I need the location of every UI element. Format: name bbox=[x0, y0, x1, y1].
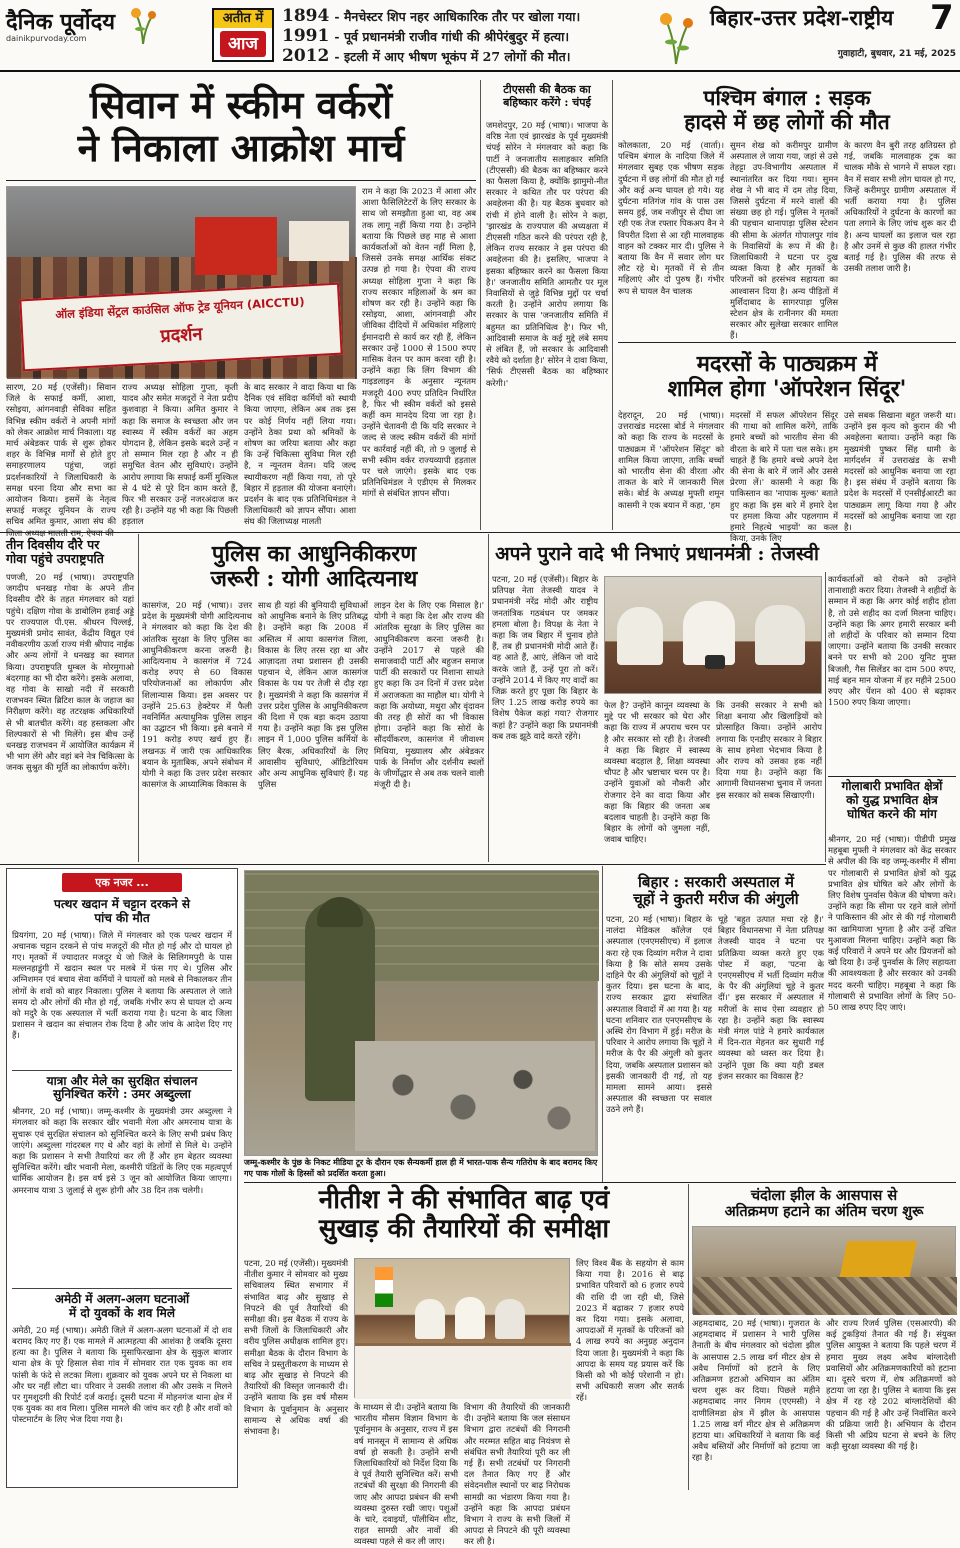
army-shells-photo bbox=[244, 870, 598, 1156]
siwan-col4: राम ने कहा कि 2023 में आशा और आशा फैसिलिटेटरों के लिए सरकार के साथ जो समझौता हुआ था, वह अब तक लागू नहीं किया गया है। उन्होंने बताया कि पिछले छह माह से आशा कार्यकर्ताओं को वेतन नहीं मिला है, जिससे उनके समक्ष आर्थिक संकट उत्पन्न हो गया है। ऐपवा की राज्य अध्यक्ष सोहिला गुप्ता ने कहा कि राज्य सरकार महिलाओं के श्रम का शोषण कर रही है। उन्होंने कहा कि रसोइया, आशा, आंगनवाड़ी और जीविका दीदियों में अधिकांश महिलाएं ईमानदारी से कार्य कर रही हैं, लेकिन सरकार उन्हें 1000 से 1500 रुपए मासिक वेतन पर काम करवा रही है। उन्होंने कहा कि लिंग विभाग की गाइडलाइन के अनुसार न्यूनतम मजदूरी 400 रुपए प्रतिदिन निर्धारित है, फिर भी स्कीम वर्करों को इससे कहीं कम मानदेय दिया जा रहा है। उन्होंने चेतावनी दी कि यदि सरकार ने जल्द से जल्द स्कीम वर्करों की मांगों पर कार्रवाई नहीं की, तो 9 जुलाई से सभी स्कीम वर्कर राज्यव्यापी हड़ताल पर चले जाएंगे। इसके बाद एक प्रतिनिधिमंडल ने एडीएम से मिलकर मांगों से संबंधित ज्ञापन सौंपा। bbox=[362, 186, 476, 499]
shell-fragments bbox=[355, 1041, 595, 1151]
flower-icon bbox=[128, 4, 158, 44]
person-figure bbox=[755, 605, 805, 665]
flower-icon bbox=[656, 8, 696, 64]
person-figure bbox=[617, 607, 663, 665]
conference-table bbox=[355, 1343, 571, 1399]
person-figure bbox=[495, 1299, 525, 1339]
hospital-headline bbox=[606, 874, 826, 908]
column-rule bbox=[688, 1184, 689, 1490]
yogi-col1: कासगंज, 20 मई (भाषा)। उत्तर प्रदेश के मुख्यमंत्री योगी आदित्यनाथ ने मंगलवार को कहा कि देश की आंतरिक सुरक्षा के लिए पुलिस का आधुनिकीकरण करना जरूरी है। आदित्यनाथ ने कासगंज में 724 करोड़ रुपए से 60 विकास परियोजनाओं का लोकार्पण और शिलान्यास किया। इस अवसर पर उन्होंने 25.63 हेक्टेयर में फैली नवनिर्मित अत्याधुनिक पुलिस लाइन का उद्घाटन भी किया। इसे बनाने में 191 करोड़ रुपए खर्च हुए हैं। लखनऊ में जारी एक आधिकारिक बयान के मुताबिक, अपने संबोधन में योगी ने कहा कि उत्तर प्रदेश सरकार कासगंज के आध्यात्मिक विकास के bbox=[142, 600, 252, 790]
siwan-col2: राज्य अध्यक्ष सोहिला गुप्ता, कृती यादव और समेत मजदूरों ने नेता प्रदीप कुशवाहा ने किया। अमित कुमार ने कहा कि समाज के स्वच्छता और जन स्वास्थ्य में स्कीम वर्करों का अहम योगदान है, लेकिन इसके बदले उन्हें न तो सम्मान मिल रहा है और न ही समुचित वेतन और सुविधाएं। उन्होंने आरोप लगाया कि सफाई कर्मी मुश्किल से 4 घंटे से पूरे दिन काम करते हैं, फिर भी सरकार उन्हें नजरअंदाज कर रही है। उन्होंने यह भी कहा कि पिछली हड़ताल bbox=[122, 382, 238, 527]
bengal-col3: के कारण वैन बुरी तरह क्षतिग्रस्त हो गई, जबकि मालवाहक ट्रक का चालक मौके से भागने में सफल रहा। वैन में सवार सभी लोग घायल हो गए, जिन्हें करीमपुर ग्रामीण अस्पताल में भर्ती कराया गया है। पुलिस अधिकारियों ने दुर्घटना के कारणों का पता लगाने के लिए जांच शुरू कर दी है। अन्य घायलों का इलाज चल रहा है और उनमें से कुछ की हालत गंभीर बताई गई है। पुलिस की तरफ से उसकी तलाश जारी है। bbox=[844, 140, 956, 274]
siwan-col3: के बाद सरकार ने वादा किया था कि दैनिक एवं संविदा कर्मियों को स्थायी किया जाएगा, लेकिन अब तक इस पर कोई निर्णय नहीं लिया गया। उन्होंने ठेका प्रथा को श्रमिकों के शोषण का जरिया बताया और कहा कि उन्हें चिकित्सा सुविधा मिल रही है, न न्यूनतम वेतन। यदि जल्द स्थायीकरण नहीं किया गया, तो पूरे बिहार में हड़ताल की योजना बनाएंगे। प्रदर्शन के बाद एक प्रतिनिधिमंडल ने जिलाधिकारी को ज्ञापन सौंपा। आशा संघ की जिलाध्यक्ष मालती bbox=[244, 382, 356, 527]
madrasa-headline bbox=[618, 352, 956, 401]
atit-label-top: अतीत में bbox=[214, 10, 272, 28]
rubble-shape bbox=[693, 1277, 957, 1315]
person-figure bbox=[455, 1297, 485, 1339]
headline-line: पत्थर खदान में चट्टान दरकने से bbox=[54, 897, 190, 911]
tejashwi-press-photo bbox=[604, 576, 822, 694]
headline-line: अतिक्रमण हटाने का अंतिम चरण शुरू bbox=[724, 1203, 924, 1221]
yogi-col3: लाइन देश के लिए एक मिसाल है।' योगी ने कहा कि देश और राज्य की आंतरिक सुरक्षा के लिए पुलिस का आधुनिकीकरण करना जरूरी है। उन्होंने 2017 से पहले की समाजवादी पार्टी और बहुजन समाज पार्टी की सरकारों पर निशाना साधते हुए कहा कि उन दिनों में उत्तर प्रदेश में अराजकता का माहौल था। योगी ने कहा कि अयोध्या, मथुरा और वृंदावन की तरह ही सोरों का भी विकास होगा। उन्होंने कहा कि सोरों के सौंदर्यीकरण, कासगंज में जीवाश्म मिथिया, मुख्यालय और अंबेडकर पार्क के निर्माण और दर्शनीय स्थलों के जीर्णोद्धार से अब तक चलने वाली मंजूरी दी है। bbox=[374, 600, 484, 790]
history-year: 1894 bbox=[282, 6, 330, 26]
history-row bbox=[282, 46, 662, 66]
bengal-col2: सुमन शेख को करीमपुर ग्रामीण अस्पताल ले जाया गया, जहां से उसे तेहट्टा उप-विभागीय अस्पताल में स्थानांतरित कर दिया गया। सुमन शेख ने भी बाद में दम तोड़ दिया, जिससे दुर्घटना में मरने वालों की संख्या छह हो गई। पुलिस ने मृतकों की पहचान थानापाड़ा पुलिस स्टेशन की सीमा के अंतर्गत गोपालपुर गांव के निवासियों के रूप में की है। जिलाधिकारी ने घटना पर दुख व्यक्त किया है और मृतकों के परिजनों को हरसंभव सहायता का आश्वासन दिया है। अन्य पीड़ितों में मुर्शिदाबाद के सागरपाड़ा पुलिस स्टेशन क्षेत्र के रानीनगर की ममता सरकार और सुलेखा सरकार शामिल हैं। bbox=[730, 140, 838, 341]
divider bbox=[828, 776, 956, 777]
history-text: - इटली में आए भीषण भूकंप में 27 लोगों की मौत। bbox=[334, 49, 571, 64]
atit-badge bbox=[212, 8, 274, 62]
hospital-col2: चूहे 'बहुत उत्पात मचा रहे हैं।' बिहार विधानसभा में नेता प्रतिपक्ष तेजस्वी यादव ने घटना पर प्रतिक्रिया व्यक्त करते हुए एक पोस्ट में कहा, 'पटना के एनएमसीएच में भर्ती दिव्यांग मरीज के पैर की अंगुलियां चूहे ने कुतर दीं।' इस सरकार में अस्पताल में मरीजों के साथ ऐसा व्यवहार हो रहा है। उन्होंने कहा कि स्वास्थ्य मंत्री मंगल पांडे ने हमारे कार्यकाल में दिन-रात मेहनत कर सुधारी गई व्यवस्था को ध्वस्त कर दिया है। उन्होंने पूछा कि क्या यही डबल इंजन सरकार का विकास है? bbox=[718, 914, 824, 1081]
yogi-col2: साथ ही यहां की बुनियादी सुविधाओं को आधुनिक बनाने के लिए प्रतिबद्ध है। उन्होंने कहा कि 2008 में अस्तित्व में आया कासगंज जिला, विकास के लिए तरस रहा था और आज़ादता तथा प्रशासन ही उसकी पहचान थे, लेकिन आज कासगंज विकास के पथ पर तेजी से दौड़ रहा है। मुख्यमंत्री ने कहा कि कासगंज में उत्तर प्रदेश पुलिस के आधुनिकीकरण की दिशा में एक बड़ा कदम उठाया गया है। उन्होंने कहा कि इस पुलिस लाइन में 1,000 पुलिस कर्मियों के लिए बैरक, अधिकारियों के लिए आवासीय सुविधाएं, ऑडिटोरियम और अन्य आधुनिक सुविधाएं हैं। यह पुलिस bbox=[258, 600, 368, 790]
nitish-col1: पटना, 20 मई (एजेंसी)। मुख्यमंत्री नीतीश कुमार ने सोमवार को मुख्य सचिवालय स्थित सभागार में संभावित बाढ़ और सुखाड़ से निपटने की पूर्व तैयारियों की समीक्षा की। इस बैठक में राज्य के सभी जिलों के जिलाधिकारी और वरीय पुलिस अधीक्षक शामिल हुए। समीक्षा बैठक के दौरान विभाग के सचिव ने प्रस्तुतीकरण के माध्यम से बाढ़ और सुखाड़ से निपटने की तैयारियों की विस्तृत जानकारी दी। उन्होंने बताया कि इस वर्ष मौसम विभाग के पूर्वानुमान के अनुसार सामान्य से अधिक वर्षा की संभावना है। bbox=[244, 1258, 348, 1437]
section-title: बिहार-उत्तर प्रदेश-राष्ट्रीय bbox=[710, 5, 894, 30]
tsc-headline: टीएससी की बैठक का बहिष्कार करेंगे : चंपई bbox=[503, 83, 591, 109]
hospital-col1: पटना, 20 मई (भाषा)। बिहार के नालंदा मेडिकल कॉलेज एवं अस्पताल (एनएमसीएच) में इलाज करा रहे एक दिव्यांग मरीज ने दावा किया है कि सोते समय उसके दाहिने पैर की अंगुलियों को चूहों ने कुतर दिया। इस घटना के बाद, राज्य सरकार द्वारा संचालित अस्पताल विवादों में आ गया है। यह घटना शनिवार रात एनएमसीएच के अस्थि रोग विभाग में हुई। मरीज के परिवार ने आरोप लगाया कि चूहों ने मरीज के पैर की अंगुली को कुतर दिया, जबकि अस्पताल प्रशासन को इसकी जानकारी दी गई, तो यह मामला सामने आया। इससे अस्पताल की स्वच्छता पर सवाल उठने लगे हैं। bbox=[606, 914, 712, 1115]
sandbag-wall bbox=[245, 871, 599, 981]
ek-nazar-box bbox=[6, 868, 238, 1488]
headline-line: बिहार : सरकारी अस्पताल में bbox=[638, 873, 794, 891]
nitish-col2: के माध्यम से दी। उन्होंने बताया कि भारतीय मौसम विज्ञान विभाग के पूर्वानुमान के अनुसार, राज्य में इस वर्ष मानसून में सामान्य से अधिक वर्षा हो सकती है। उन्होंने सभी जिलाधिकारियों को निर्देश दिया कि वे पूर्व तैयारी सुनिश्चित करें। सभी तटबंधों की सुरक्षा की निगरानी की जाए और आपदा प्रबंधन की सभी व्यवस्था दुरुस्त रखी जाए। पशुओं के चारे, दवाइयों, पॉलीथिन शीट, राहत सामग्री और नावों की व्यवस्था पहले से कर ली जाए। bbox=[354, 1402, 458, 1547]
divider bbox=[12, 1070, 232, 1071]
column-rule bbox=[488, 534, 489, 862]
headline-line: मदरसों के पाठ्यक्रम में bbox=[696, 351, 878, 377]
headline-line: सिवान में स्कीम वर्करों bbox=[89, 82, 393, 127]
ek-nazar-label: एक नजर ... bbox=[62, 873, 182, 892]
headline-line: चंदोला झील के आसपास से bbox=[750, 1187, 898, 1204]
amethi-text: अमेठी, 20 मई (भाषा)। अमेठी जिले में अलग-अलग घटनाओं में दो शव बरामद किए गए हैं। एक मामले में आत्महत्या की आशंका है जबकि दूसरा हत्या का है। पुलिस ने बताया कि मुसाफिरखाना क्षेत्र के सुकुल बाजार थाना क्षेत्र के पूरे हिसाल सेवा गांव में सोमवार रात एक युवक का शव फांसी के फंदे से लटका मिला। शुक्रवार को युवक अपने घर से निकला था और घर नहीं लौटा था। परिवार ने उसकी तलाश की और उसके न मिलने पर गुमशुदगी की रिपोर्ट दर्ज कराई। दूसरी घटना में मोहनगंज थाना क्षेत्र में एक युवक का शव मिला। पुलिस मामले की जांच कर रही है और शवों को पोस्टमार्टम के लिए भेज दिया गया है। bbox=[12, 1324, 232, 1425]
siwan-protest-photo bbox=[6, 186, 356, 378]
microphone-icon bbox=[705, 655, 725, 669]
column-rule bbox=[825, 572, 826, 862]
excavator-shape bbox=[839, 1241, 918, 1281]
headline-line: में दो युवकों के शव मिले bbox=[69, 1305, 175, 1320]
page-number: 7 bbox=[930, 0, 954, 38]
headline-line: सुनिश्चित करेंगे : उमर अब्दुल्ला bbox=[53, 1087, 191, 1102]
headline-line: शामिल होगा 'ऑपरेशन सिंदूर' bbox=[667, 375, 907, 402]
yatra-headline bbox=[7, 1075, 237, 1103]
goa-text: पणजी, 20 मई (भाषा)। उपराष्ट्रपति जगदीप धनखड़ गोवा के अपने तीन दिवसीय दौरे के तहत मंगलवार को यहां पहुंचे। दक्षिण गोवा के डाबोलिम हवाई अड्डे पर राज्यपाल पी.एस. श्रीधरन पिल्लई, मुख्यमंत्री प्रमोद सावंत, केंद्रीय विद्युत एवं नवीकरणीय ऊर्जा राज्य मंत्री श्रीपाद नाईक और अन्य लोगों ने धनखड़ का स्वागत किया। उपराष्ट्रपति धुम्बल के मोरमुगाओ बंदरगाह का भी दौरा करेंगे। इसके अलावा, वह गोवा के साखो नदी में सरकारी राजभवन स्थित ब्रिटिश काल के जहाज का निरीक्षण करेंगे। वह तटरक्षक अधिकारियों से भी बातचीत करेंगे। वह हस्तकला और शिल्पकारों से भी मिलेंगे। इस बीच उन्हें धनखड़ राजभवन में आयोजित कार्यक्रम में भी भाग लेंगे और वहां बने नेत्र चिकित्सा के जनक सुश्रुत की मूर्ति का लोकार्पण करेंगे। bbox=[6, 572, 134, 773]
tejashwi-headline: अपने पुराने वादे भी निभाएं प्रधानमंत्री : तेजस्वी bbox=[495, 543, 819, 565]
divider bbox=[12, 1288, 232, 1289]
tsc-text: जमशेदपुर, 20 मई (भाषा)। भाजपा के वरिष्ठ नेता एवं झारखंड के पूर्व मुख्यमंत्री चंपई सोरेन ने मंगलवार को कहा कि पार्टी ने जनजातीय सलाहकार समिति (टीएससी) की बैठक का बहिष्कार करने का फैसला किया है, क्योंकि झामुमो-नीत सरकार ने कथित तौर पर परंपरा की अवहेलना की है। यह बैठक बुधवार को रांची में होने वाली है। सोरेन ने कहा, 'झारखंड के राज्यपाल की अध्यक्षता में टीएससी गठित करने की परंपरा रही है, लेकिन राज्य सरकार ने इस परंपरा की अवहेलना की है। इसलिए, भाजपा ने इसका बहिष्कार करने का फैसला किया है।' जनजातीय समिति आमतौर पर मूल निवासियों से जुड़े विभिन्न मुद्दों पर चर्चा करती है। उन्होंने आरोप लगाया कि सरकार के पास 'जनजातीय समिति में बहुमत का प्रतिनिधित्व है'। फिर भी, आदिवासी समाज के कई मुद्दे लंबे समय से लंबित हैं, जो सरकार के आदिवासी रवैये को दर्शाता है।' सोरेन ने दावा किया, 'सिर्फ टीएससी बैठक का बहिष्कार करेगी।' bbox=[486, 120, 608, 388]
headline-line: सुखाड़ की तैयारियों की समीक्षा bbox=[318, 1214, 610, 1245]
amethi-headline bbox=[7, 1293, 237, 1321]
column-rule bbox=[602, 866, 603, 1182]
website-url[interactable]: dainikpurvoday.com bbox=[6, 34, 87, 43]
headline-line: गोवा पहुंचे उपराष्ट्रपति bbox=[6, 551, 104, 567]
headline-line: हादसे में छह लोगों की मौत bbox=[684, 108, 890, 134]
placard bbox=[195, 217, 277, 275]
tejashwi-col1: पटना, 20 मई (एजेंसी)। बिहार के प्रतिपक्ष नेता तेजस्वी यादव ने प्रधानमंत्री नरेंद्र मोदी और राष्ट्रीय जनतांत्रिक गठबंधन पर जमकर हमला बोला है। विपक्ष के नेता ने कहा कि जब बिहार में चुनाव होते हैं, तब ही प्रधानमंत्री मोदी आते हैं। वह आते हैं, आएं, लेकिन जो वादे करके जाते हैं, उन्हें पूरा तो करें। उन्होंने 2014 में किए गए वादों का जिक्र करते हुए पूछा कि बिहार के लिए 1.25 लाख करोड़ रुपये का विशेष पैकेज कहां गया? रोजगार कहां है? उन्होंने कहा कि प्रधानमंत्री कब तक झूठे वादे करते रहेंगे। bbox=[492, 574, 598, 741]
golabari-headline bbox=[828, 780, 956, 821]
siwan-col1: सारण, 20 मई (एजेंसी)। सिवान जिले के सफाई कर्मी, आशा, रसोइया, आंगनवाड़ी सेविका सहित विभिन्न स्कीम वर्करों ने अपनी मांगों को लेकर आक्रोश मार्च निकाला। यह मार्च अंबेडकर पार्क से शुरू होकर शहर के विभिन्न मार्गों से होते हुए समाहरणालय पहुंचा, जहां प्रदर्शनकारियों ने जिलाधिकारी के समक्ष धरना दिया और सभा का आयोजन किया। इसमें के नेतृत्व सफाई मजदूर यूनियन के राज्य सचिव अमित कुमार, आशा संघ की bbox=[6, 382, 116, 527]
history-year: 1991 bbox=[282, 26, 330, 46]
banner-sub: प्रदर्शन bbox=[159, 323, 203, 348]
siwan-headline bbox=[6, 84, 476, 169]
headline-line: तीन दिवसीय दौरे पर bbox=[6, 537, 100, 552]
chandola-col2: और राज्य रिजर्व पुलिस (एसआरपी) की कई टुकड़ियां तैनात की गई हैं। संयुक्त पुलिस आयुक्त ने बताया कि पहले चरण में हमारा मुख्य लक्ष्य अवैध बांग्लादेशी प्रवासियों और अतिक्रमणकारियों को हटाना था। दूसरे चरण में, शेष अतिक्रमणों को हटाया जा रहा है। पुलिस ने बताया कि इस क्षेत्र में रह रहे 202 बांग्लादेशियों की पहचान की गई है और उन्हें निर्वासित करने की प्रक्रिया जारी है। अभियान के दौरान किसी भी अप्रिय घटना से बचने के लिए कड़ी सुरक्षा व्यवस्था की गई है। bbox=[826, 1318, 956, 1452]
pathar-headline bbox=[7, 898, 237, 926]
bengal-headline bbox=[618, 86, 956, 133]
headline-line: जरूरी : योगी आदित्यनाथ bbox=[210, 565, 418, 592]
headline-line: पांच की मौत bbox=[94, 910, 150, 925]
pathar-text: प्रियगंगा, 20 मई (भाषा)। जिले में मंगलवार को एक पत्थर खदान में अचानक चट्टान दरकने से पांच मजदूरों की मौत हो गई और दो घायल हो गए। मृतकों में ज्यादातर मजदूर थे जो जिले के सिलिगमपुरी के पास मल्लनहाडुंगी में खदान स्थल पर मलबे में फंस गए थे। पुलिस और अग्निशमन एवं बचाव सेवा कर्मियों ने घायलों को मलबे से निकालकर तीन लोगों के शवों को बाहर निकाला। पुलिस ने बताया कि अस्पताल ले जाते समय दो और लोगों की मौत हो गई, जबकि गंभीर रूप से घायल दो अन्य को मदुरै के एक अस्पताल में भर्ती कराया गया है। घटना के बाद जिला प्रशासन ने खदान का संचालन रोक दिया है और जांच के आदेश दिए गए हैं। bbox=[12, 929, 232, 1041]
placard bbox=[289, 221, 349, 261]
photo-caption: जम्मू-कश्मीर के पुंछ के निकट मीडिया टूर के दौरान एक सैन्यकर्मी हाल ही में भारत-पाक सैन्य गतिरोध के बाद बरामद किए गए पाक गोलों के हिस्सों को प्रदर्शित करता हुआ। bbox=[244, 1158, 598, 1178]
demolition-photo bbox=[692, 1226, 956, 1314]
history-text: - पूर्व प्रधानमंत्री राजीव गांधी की श्रीपेरंबुदुर में हत्या। bbox=[334, 29, 570, 44]
headline-line: गोलाबारी प्रभावित क्षेत्रों bbox=[841, 779, 943, 793]
goa-headline bbox=[6, 538, 134, 567]
nitish-meeting-photo bbox=[354, 1258, 570, 1398]
headline-line: को युद्ध प्रभावित क्षेत्र bbox=[846, 792, 938, 807]
headline-line: चूहों ने कुतरी मरीज की अंगुली bbox=[633, 889, 799, 908]
dateline: गुवाहाटी, बुधवार, 21 मई, 2025 bbox=[837, 49, 956, 59]
history-list bbox=[282, 6, 662, 66]
flag-shape bbox=[375, 1267, 393, 1307]
madrasa-col2: मदरसों में सफल ऑपरेशन सिंदूर की गाथा को शामिल करेंगे, ताकि हमारे बच्चों को भारतीय सेना की वीरता के बारे में पता चल सके। हम चाहते हैं कि हमारे बच्चे अपने देश की सेना के बारे में जानें और उससे प्रेरणा लें।' कासमी ने कहा कि पाकिस्तान का 'नापाक मुल्क' बताते हुए कहा कि इस बारे में हमारे देश पर हमला किया और पहलगाम में हमारे निहत्थे भाइयों' का कत्ल किया, उनके लिए bbox=[730, 410, 838, 544]
section-rule bbox=[0, 532, 960, 533]
madrasa-col3: उसे सबक सिखाना बहुत जरूरी था। उन्होंने इस कृत्य को कुरान की भी अवहेलना बताया। उन्होंने कहा कि मुख्यमंत्री पुष्कर सिंह धामी के मार्गदर्शन में उत्तराखंड के सभी मदरसों को आधुनिक बनाया जा रहा है। इस संबंध में उन्होंने बताया कि प्रदेश के मदरसों में एनसीईआरटी का पाठ्यक्रम लागू किया गया है और मदरसों को आधुनिक बनाया जा रहा है। bbox=[844, 410, 956, 533]
paper-name: दैनिक पूर्वोदय bbox=[6, 9, 116, 35]
column-rule bbox=[480, 80, 481, 530]
chandola-col1: अहमदाबाद, 20 मई (भाषा)। गुजरात के अहमदाबाद में प्रशासन ने भारी पुलिस तैनाती के बीच मंगलवार को चंदोला झील के आसपास 2.5 लाख वर्ग मीटर क्षेत्र से अवैध निर्माणों को हटाने के लिए अतिक्रमण हटाओ अभियान का अंतिम चरण शुरू कर दिया। पिछले महीने अहमदाबाद नगर निगम (एएमसी) ने दाणीलिमडा क्षेत्र में झील के आसपास 1.25 लाख वर्ग मीटर क्षेत्र से अतिक्रमण हटाया था। अधिकारियों ने बताया कि कई अवैध बस्तियों और निर्माणों को हटाया जा रहा है। bbox=[692, 1318, 820, 1463]
banner-text: ऑल इंडिया सेंट्रल काउंसिल ऑफ ट्रेड यूनियन (AICCTU) bbox=[55, 294, 305, 322]
column-rule bbox=[138, 534, 139, 862]
golabari-text: श्रीनगर, 20 मई (भाषा)। पीडीपी प्रमुख महबूबा मुफ्ती ने मंगलवार को केंद्र सरकार से अपील की कि वह जम्मू-कश्मीर में सीमा पर गोलाबारी से प्रभावित क्षेत्रों को युद्ध प्रभावित क्षेत्र घोषित करे और लोगों के लिए विशेष पुनर्वास पैकेज की घोषणा करे। उन्होंने कहा कि सीमा पर रहने वाले लोगों ने पाकिस्तान की ओर से की गई गोलाबारी का खामियाजा भुगता है और उन्हें उचित मुआवजा मिलना चाहिए। उन्होंने कहा कि कई परिवारों ने अपने घर और प्रियजनों को खो दिया है। उन्हें पुनर्वास के लिए सहायता की आवश्यकता है और सरकार को उनकी मदद करनी चाहिए। महबूबा ने कहा कि गोलाबारी से प्रभावित लोगों के लिए 50-50 लाख रुपए दिए जाएं। bbox=[828, 834, 956, 1013]
tejashwi-col2: फेल है? उन्होंने कानून व्यवस्था के मुद्दे पर भी सरकार को घेरा और कहा कि राज्य में अपराध चरम पर है और सरकार सो रही है। तेजस्वी ने कहा कि बिहार में स्वास्थ्य व्यवस्था बदहाल है, शिक्षा व्यवस्था चौपट है और भ्रष्टाचार चरम पर है। उन्होंने युवाओं को नौकरी और रोजगार देने का वादा किया और कहा कि बिहार की जनता अब बदलाव चाहती है। उन्होंने कहा कि बिहार के लोगों को जुमला नहीं, जवाब चाहिए। bbox=[604, 700, 710, 845]
nitish-headline bbox=[244, 1186, 684, 1244]
headline-line: पुलिस का आधुनिकीकरण bbox=[211, 541, 417, 567]
bengal-col1: कोलकाता, 20 मई (वार्ता)। पश्चिम बंगाल के नादिया जिले में मंगलवार सुबह एक भीषण सड़क दुर्घटना में छह लोगों की मौत हो गई और कई अन्य घायल हो गये। यह दुर्घटना मतिगंज गांव के पास उस समय हुई, जब नजीपुर से दीघा जा रही एक तेज रफ्तार पिकअप वैन ने विपरीत दिशा से आ रही मालवाहक वाहन को टक्कर मार दी। पुलिस ने बताया कि वैन में सवार लोग घर लौट रहे थे। मृतकों में से तीन महिलाएं और दो पुरुष हैं। गंभीर रूप से घायल वैन चालक bbox=[618, 140, 724, 296]
history-text: - मैनचेस्टर शिप नहर आधिकारिक तौर पर खोला गया। bbox=[334, 9, 581, 24]
yatra-text: श्रीनगर, 20 मई (भाषा)। जम्मू-कश्मीर के मुख्यमंत्री उमर अब्दुल्ला ने मंगलवार को कहा कि सरकार खीर भवानी मेला और अमरनाथ यात्रा के सुचारू एवं सुरक्षित संचालन को सुनिश्चित करने के लिए सभी प्रबंध किए जाएंगे। अब्दुल्ला गांदरबल गए थे और वहां के लोगों से मिले थे। उन्होंने कहा कि प्रशासन ने सभी तैयारियां कर ली हैं और हम बेहतर व्यवस्था सुनिश्चित करेंगे। खीर भवानी मेला, कश्मीरी पंडितों के लिए एक महत्वपूर्ण धार्मिक आयोजन है। इस वर्ष इसे 3 जून को आयोजित किया जाएगा। अमरनाथ यात्रा 3 जुलाई से शुरू होगी और 38 दिन तक चलेगी। bbox=[12, 1106, 232, 1195]
history-row bbox=[282, 6, 662, 26]
history-year: 2012 bbox=[282, 46, 330, 66]
atit-label-bottom: आज bbox=[220, 31, 266, 57]
headline-line: ने निकाला आक्रोश मार्च bbox=[77, 124, 405, 170]
tejashwi-col1-cont bbox=[492, 738, 598, 860]
madrasa-col1: देहरादून, 20 मई (भाषा)। उत्तराखंड मदरसा बोर्ड ने मंगलवार को कहा कि राज्य के मदरसों के पाठ्यक्रम में 'ऑपरेशन सिंदूर' को शामिल किया जाएगा, ताकि बच्चों को भारतीय सेना की वीरता और ताकत के बारे में जानकारी मिल सके। बोर्ड के अध्यक्ष मुफ्ती शमून कासमी ने एक बयान में कहा, 'हम bbox=[618, 410, 724, 510]
headline-line: यात्रा और मेले का सुरक्षित संचालन bbox=[46, 1073, 198, 1088]
column-rule bbox=[612, 80, 613, 530]
tejashwi-col4: कार्यकर्ताओं को रोकने को उन्होंने तानाशाही करार दिया। तेजस्वी ने शहीदों के सम्मान में कहा कि अगर कोई शहीद होता है, तो उसे शहीद का दर्जा मिलना चाहिए। उन्होंने कहा कि अगर हमारी सरकार बनी तो शहीदों के परिवार को सम्मान दिया जाएगा। उन्होंने बताया कि उनकी सरकार बनने पर सभी को 200 यूनिट मुफ्त बिजली, गैस सिलेंडर का दाम 500 रुपए, माई बहन मान योजना में हर महीने 2500 रुपए और पेंशन को 400 से बढ़ाकर 1500 रुपए किया जाएगा। bbox=[828, 574, 956, 708]
divider bbox=[618, 342, 956, 343]
section-rule bbox=[244, 1182, 956, 1183]
person-figure bbox=[415, 1299, 445, 1339]
headline-line: अमेठी में अलग-अलग घटनाओं bbox=[54, 1292, 190, 1307]
history-row bbox=[282, 26, 662, 46]
tejashwi-col3: कि उनकी सरकार ने सभी को शिक्षा बनाया और खिलाड़ियों को प्रोत्साहित किया। उन्होंने आरोप लगाया कि एनडीए सरकार ने बिहार के साथ हमेशा भेदभाव किया है और राज्य को उसका हक नहीं दिया गया है। उन्होंने कहा कि आगामी विधानसभा चुनाव में जनता इस सरकार को सबक सिखाएगी। bbox=[716, 700, 822, 800]
yogi-headline bbox=[142, 542, 486, 591]
headline-line: घोषित करने की मांग bbox=[847, 806, 937, 821]
headline-line: नीतीश ने की संभावित बाढ़ एवं bbox=[318, 1185, 610, 1215]
section-rule bbox=[0, 864, 826, 865]
headline-line: पश्चिम बंगाल : सड़क bbox=[703, 85, 871, 110]
nitish-col3: विभाग की तैयारियों की जानकारी दी। उन्होंने बताया कि जल संसाधन विभाग द्वारा तटबंधों की निगरानी और मरम्मत सहित बाढ़ नियंत्रण से संबंधित सभी तैयारियां पूरी कर ली गई हैं। सभी तटबंधों पर निगरानी दल तैनात किए गए हैं और संवेदनशील स्थानों पर बाढ़ निरोधक सामग्री का भंडारण किया गया है। उन्होंने कहा कि आपदा प्रबंधन विभाग ने राज्य के सभी जिलों में आपदा से निपटने की पूरी व्यवस्था कर ली है। bbox=[464, 1402, 570, 1547]
masthead bbox=[0, 0, 960, 72]
divider bbox=[6, 180, 476, 181]
chandola-headline bbox=[692, 1188, 956, 1220]
nitish-col4: लिए विश्व बैंक के सहयोग से काम किया गया है। 2016 से बाढ़ प्रभावित परिवारों को 6 हजार रुपये की राशि दी जा रही थी, जिसे 2023 में बढ़ाकर 7 हजार रुपये कर दिया गया। इसके अलावा, आपदाओं में मृतकों के परिजनों को 4 लाख रुपये का अनुग्रह अनुदान दिया जाता है। मुख्यमंत्री ने कहा कि आपदा के समय यह प्रयास करें कि किसी को भी कोई परेशानी न हो। सभी अधिकारी सजग और सतर्क रहें। bbox=[576, 1258, 684, 1403]
